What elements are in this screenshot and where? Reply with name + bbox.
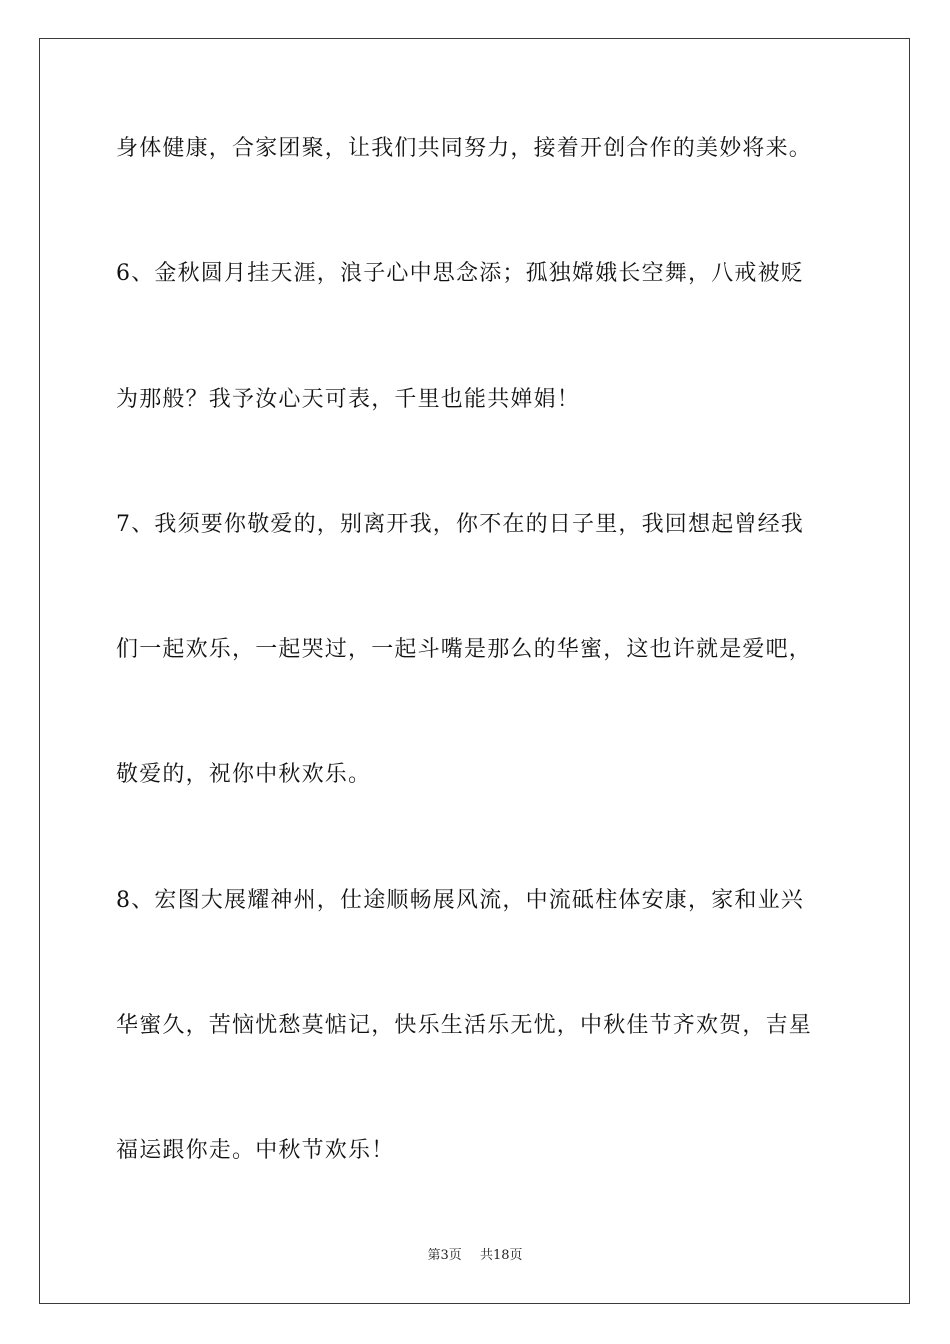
text-line-5: 们一起欢乐，一起哭过，一起斗嘴是那么的华蜜，这也许就是爱吧， — [116, 637, 813, 662]
text-line-9: 福运跟你走。中秋节欢乐！ — [116, 1138, 395, 1163]
page-number: 第3页 — [427, 1248, 462, 1263]
text-line-2: 6、金秋圆月挂天涯，浪子心中思念添；孤独嫦娥长空舞，八戒被贬 — [116, 261, 804, 286]
text-line-4: 7、我须要你敬爱的，别离开我，你不在的日子里，我回想起曾经我 — [116, 512, 804, 537]
page-footer — [0, 1247, 950, 1265]
text-line-7: 8、宏图大展耀神州，仕途顺畅展风流，中流砥柱体安康，家和业兴 — [116, 888, 804, 913]
page-border — [39, 38, 910, 1304]
page-total: 共18页 — [479, 1248, 523, 1263]
text-line-8: 华蜜久，苦恼忧愁莫惦记，快乐生活乐无忧，中秋佳节齐欢贺，吉星 — [116, 1013, 813, 1038]
text-line-3: 为那般？我予汝心天可表，千里也能共婵娟！ — [116, 387, 581, 412]
text-line-6: 敬爱的，祝你中秋欢乐。 — [116, 762, 372, 787]
text-line-1: 身体健康，合家团聚，让我们共同努力，接着开创合作的美妙将来。 — [116, 136, 813, 161]
